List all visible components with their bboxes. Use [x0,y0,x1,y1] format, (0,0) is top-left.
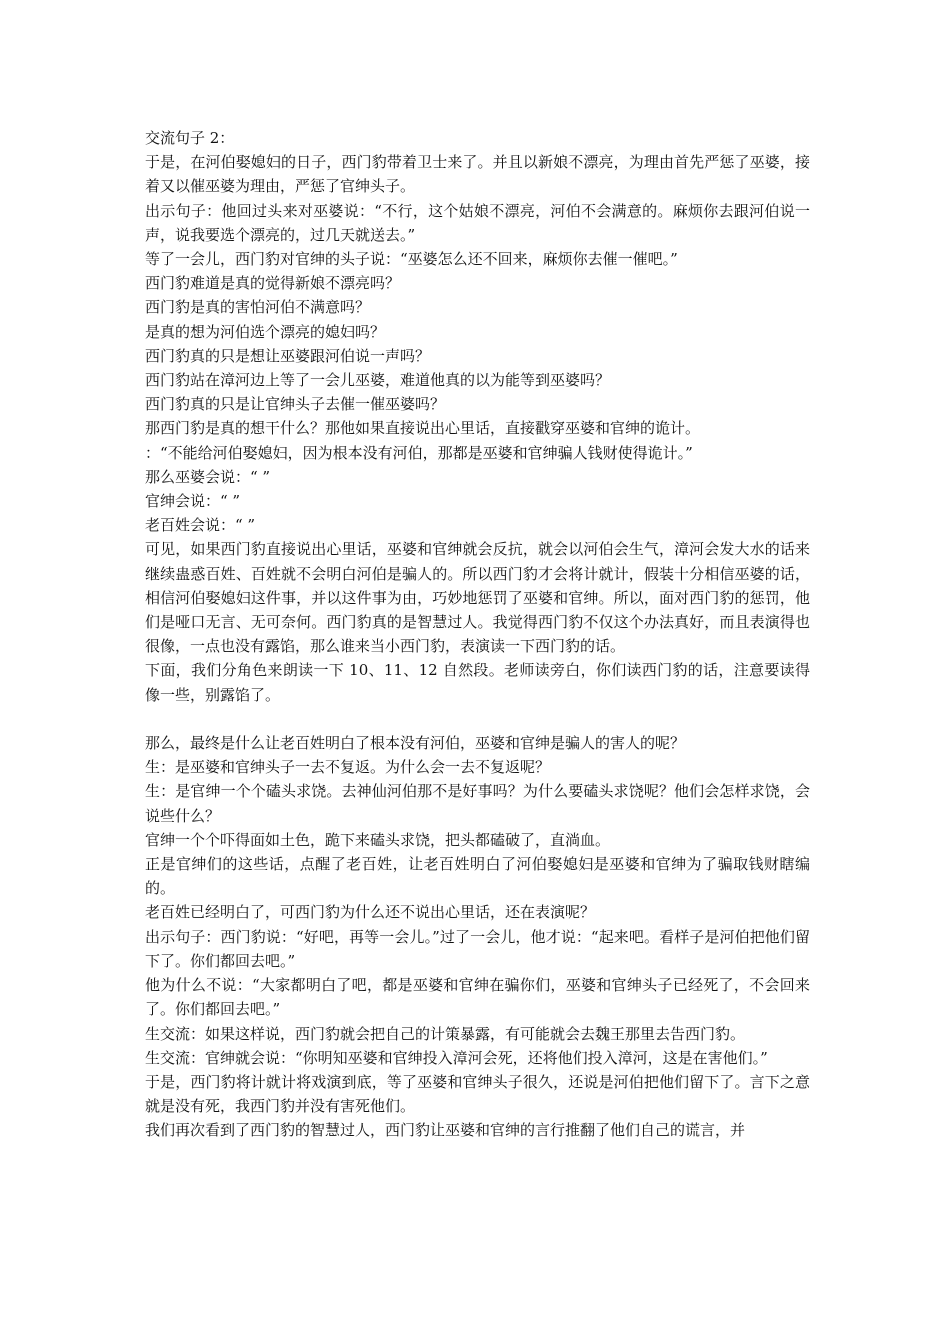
document-body [145,126,810,1143]
paragraph: 于是，在河伯娶媳妇的日子，西门豹带着卫士来了。并且以新娘不漂亮，为理由首先严惩了巫婆，接着又以催巫婆为理由，严惩了官绅头子。 [145,153,810,196]
paragraph: 老百姓会说：“ ” [145,516,256,535]
paragraph: 西门豹难道是真的觉得新娘不漂亮吗？ [145,274,401,293]
paragraph: 官绅会说：“ ” [145,492,241,511]
paragraph: 我们再次看到了西门豹的智慧过人，西门豹让巫婆和官绅的言行推翻了他们自己的谎言，并 [145,1121,746,1140]
paragraph: 西门豹是真的害怕河伯不满意吗？ [145,298,371,317]
blank-line [145,707,810,731]
paragraph: 交流句子 2： [145,129,235,147]
paragraph: 生：是官绅一个个磕头求饶。去神仙河伯那不是好事吗？为什么要磕头求饶呢？他们会怎样求饶，会说些什么？ [145,782,810,825]
paragraph: 是真的想为河伯选个漂亮的媳妇吗？ [145,322,386,341]
paragraph: 西门豹真的只是让官绅头子去催一催巫婆吗？ [145,395,446,414]
paragraph: 那西门豹是真的想干什么？那他如果直接说出心里话，直接戳穿巫婆和官绅的诡计。 [145,419,701,438]
paragraph: 那么，最终是什么让老百姓明白了根本没有河伯，巫婆和官绅是骗人的害人的呢？ [145,734,686,753]
paragraph: 于是，西门豹将计就计将戏演到底，等了巫婆和官绅头子很久，还说是河伯把他们留下了。言下之意就是没有死，我西门豹并没有害死他们。 [145,1072,810,1116]
paragraph: 出示句子：他回过头来对巫婆说：“不行，这个姑娘不漂亮，河伯不会满意的。麻烦你去跟河伯说一声，说我要选个漂亮的，过几天就送去。” [145,201,810,244]
paragraph: 生交流：官绅就会说：“你明知巫婆和官绅投入漳河会死，还将他们投入漳河，这是在害他们。” [145,1048,768,1067]
paragraph: 老百姓已经明白了，可西门豹为什么还不说出心里话，还在表演呢？ [145,903,596,922]
paragraph: 西门豹真的只是想让巫婆跟河伯说一声吗？ [145,346,431,365]
paragraph: 西门豹站在漳河边上等了一会儿巫婆，难道他真的以为能等到巫婆吗？ [145,371,611,390]
paragraph: 生交流：如果这样说，西门豹就会把自己的计策暴露，有可能就会去魏王那里去告西门豹。 [145,1024,746,1043]
paragraph: 等了一会儿，西门豹对官绅的头子说：“巫婆怎么还不回来，麻烦你去催一催吧。” [145,250,678,269]
paragraph: 下面，我们分角色来朗读一下 10、11、12 自然段。老师读旁白，你们读西门豹的话，注意要读得像一些，别露馅了。 [145,661,810,704]
paragraph: 可见，如果西门豹直接说出心里话，巫婆和官绅就会反抗，就会以河伯会生气，漳河会发大水的话来继续蛊惑百姓、百姓就不会明白河伯是骗人的。所以西门豹才会将计就计，假装十分相信巫婆的话，相信河伯娶媳妇这件事，并以这件事为由，巧妙地惩罚了巫婆和官绅。所以，面对西门豹的惩罚，他们是哑口无言、无可奈何。西门豹真的是智慧过人。我觉得西门豹不仅这个办法真好，而且表演得也很像，一点也没有露馅，那么谁来当小西门豹，表演读一下西门豹的话。 [145,540,810,656]
paragraph: 他为什么不说：“大家都明白了吧，都是巫婆和官绅在骗你们，巫婆和官绅头子已经死了，不会回来了。你们都回去吧。” [145,976,810,1019]
paragraph: 生：是巫婆和官绅头子一去不复返。为什么会一去不复返呢？ [145,758,551,777]
paragraph: ：“不能给河伯娶媳妇，因为根本没有河伯，那都是巫婆和官绅骗人钱财使得诡计。” [145,443,693,462]
paragraph: 正是官绅们的这些话，点醒了老百姓，让老百姓明白了河伯娶媳妇是巫婆和官绅为了骗取钱财瞎编的。 [145,855,810,898]
paragraph: 那么巫婆会说：“ ” [145,467,271,486]
paragraph: 官绅一个个吓得面如土色，跪下来磕头求饶，把头都磕破了，直淌血。 [145,830,611,849]
paragraph: 出示句子：西门豹说：“好吧，再等一会儿。”过了一会儿，他才说：“起来吧。看样子是河伯把他们留下了。你们都回去吧。” [145,927,810,970]
